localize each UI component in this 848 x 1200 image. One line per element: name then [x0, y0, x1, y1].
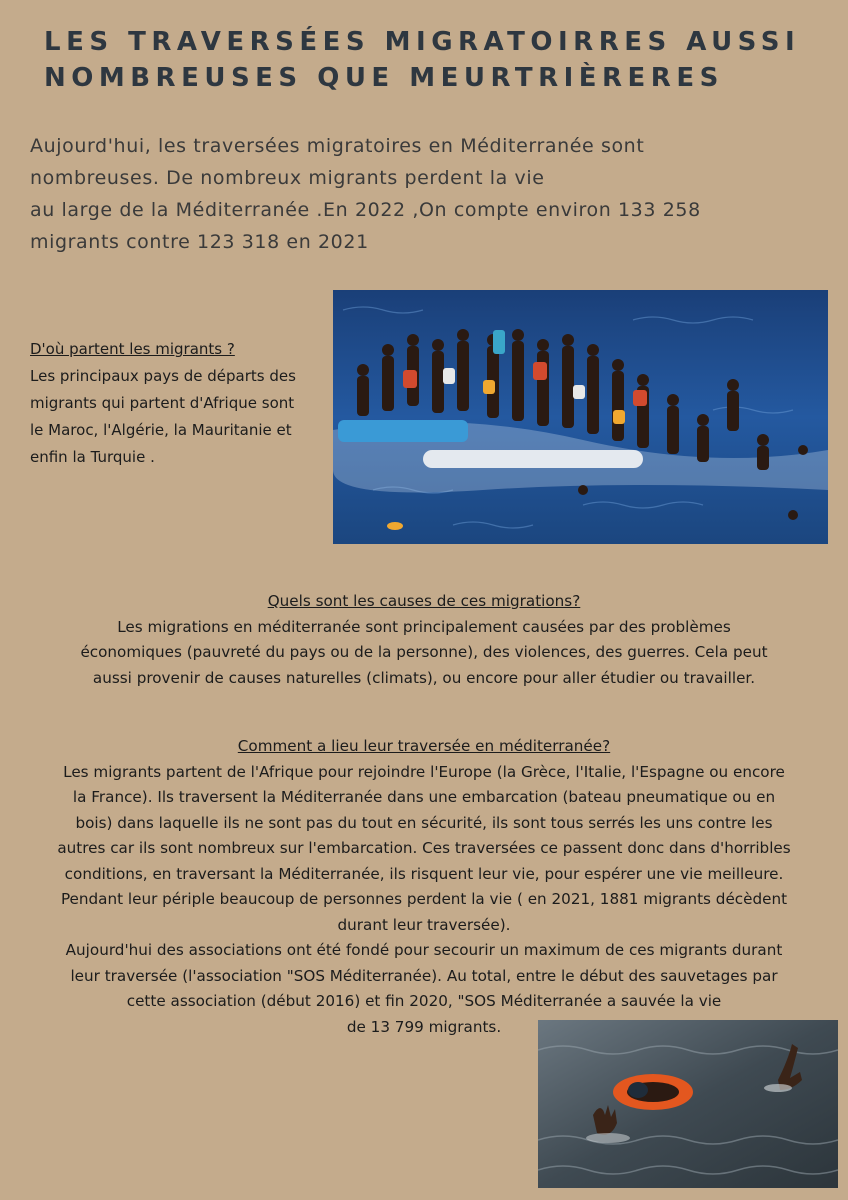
intro-line: nombreuses. De nombreux migrants perdent la vie [30, 167, 545, 189]
crossing-line: durant leur traversée). [337, 915, 511, 934]
crossing-line: conditions, en traversant la Méditerranée, ils risquent leur vie, pour espérer une vie meilleure. [64, 864, 784, 883]
crossing-line: leur traversée (l'association "SOS Méditerranée). Au total, entre le début des sauvetages par [70, 966, 778, 985]
causes-heading: Quels sont les causes de ces migrations? [267, 592, 581, 610]
drowning-migrant-illustration [538, 1020, 838, 1188]
migrant-boat-photo [333, 290, 828, 544]
departures-line: migrants qui partent d'Afrique sont [30, 394, 295, 412]
causes-line: Les migrations en méditerranée sont principalement causées par des problèmes [117, 617, 731, 636]
departures-heading: D'où partent les migrants ? [30, 340, 235, 358]
departures-section [30, 336, 330, 471]
intro-paragraph [30, 130, 810, 258]
title-line-2: NOMBREUSES QUE MEURTRIÈRERES [44, 63, 724, 93]
intro-line: Aujourd'hui, les traversées migratoires en Méditerranée sont [30, 135, 645, 157]
intro-line: migrants contre 123 318 en 2021 [30, 231, 369, 253]
departures-line: le Maroc, l'Algérie, la Mauritanie et [30, 421, 292, 439]
crossing-line: Pendant leur périple beaucoup de personnes perdent la vie ( en 2021, 1881 migrants décèdent [60, 890, 788, 908]
crossing-line: cette association (début 2016) et fin 2020, "SOS Méditerranée a sauvée la vie [126, 992, 722, 1010]
crossing-line: autres car ils sont nombreux sur l'embarcation. Ces traversées ce passent donc dans d'horribles [57, 839, 791, 857]
crossing-line: Aujourd'hui des associations ont été fondé pour secourir un maximum de ces migrants durant [65, 941, 783, 959]
departures-line: enfin la Turquie . [30, 448, 155, 466]
causes-line: aussi provenir de causes naturelles (climats), ou encore pour aller étudier ou travailler. [92, 668, 756, 687]
crossing-line: de 13 799 migrants. [346, 1017, 502, 1036]
crossing-line: Les migrants partent de l'Afrique pour rejoindre l'Europe (la Grèce, l'Italie, l'Espagne ou encore [63, 762, 785, 781]
departures-line: Les principaux pays de départs des [30, 367, 296, 385]
title-line-1: LES TRAVERSÉES MIGRATOIRRES AUSSI [44, 27, 801, 57]
drowning-migrant-photo [538, 1020, 838, 1188]
causes-section [0, 589, 848, 691]
intro-line: au large de la Méditerranée .En 2022 ,On compte environ 133 258 [30, 199, 701, 221]
crossing-heading: Comment a lieu leur traversée en méditerranée? [237, 737, 611, 755]
migrant-boat-illustration [333, 290, 828, 544]
crossing-line: bois) dans laquelle ils ne sont pas du tout en sécurité, ils sont tous serrés les uns contre les [75, 813, 773, 832]
crossing-section [0, 734, 848, 1040]
causes-line: économiques (pauvreté du pays ou de la personne), des violences, des guerres. Cela peut [80, 643, 768, 661]
crossing-line: la France). Ils traversent la Méditerranée dans une embarcation (bateau pneumatique ou en [72, 788, 776, 806]
page-title [44, 24, 834, 96]
